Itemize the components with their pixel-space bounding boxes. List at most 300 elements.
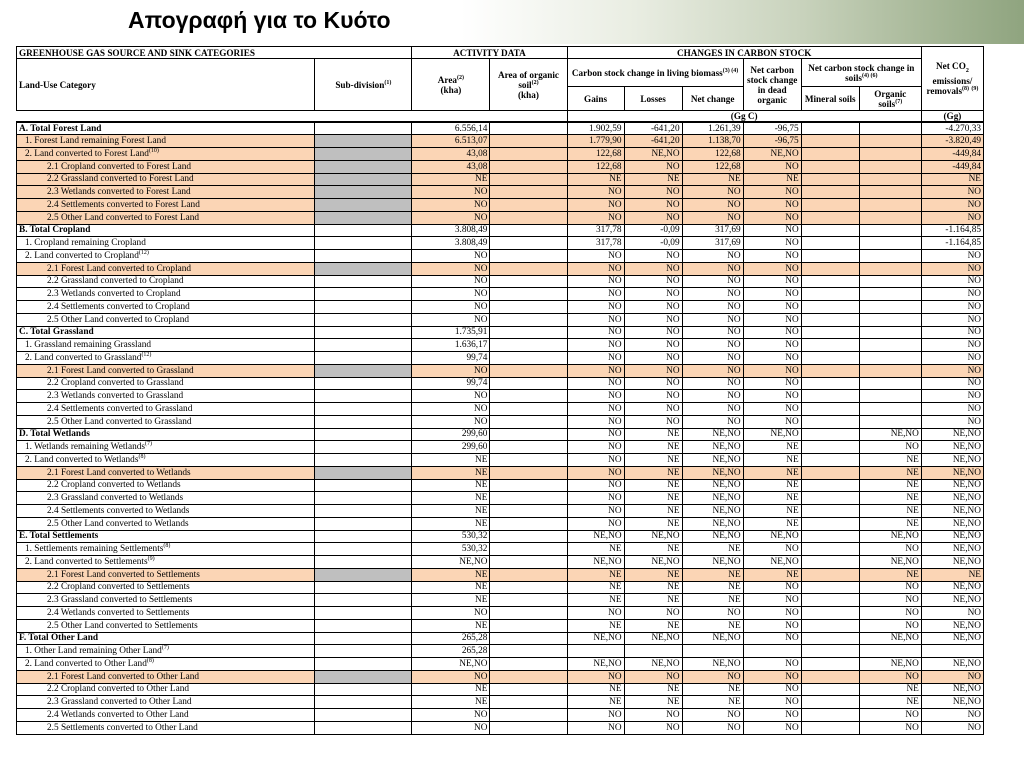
organic-soils-cell: NO bbox=[859, 543, 921, 556]
net-co2-cell: NO bbox=[921, 390, 983, 403]
net-change-cell: NO bbox=[682, 275, 743, 288]
organic-soils-cell bbox=[859, 262, 921, 275]
table-row bbox=[17, 148, 984, 161]
organic-soils-cell: NE bbox=[859, 568, 921, 581]
dead-organic-cell: NO bbox=[743, 594, 801, 607]
gains-cell: NO bbox=[567, 288, 624, 301]
losses-cell: NO bbox=[624, 211, 682, 224]
mineral-soils-cell bbox=[801, 632, 859, 645]
land-use-category-cell: 1. Grassland remaining Grassland bbox=[17, 339, 315, 352]
area-cell: NE bbox=[412, 619, 490, 632]
mineral-soils-cell bbox=[801, 505, 859, 518]
losses-cell: NE bbox=[624, 619, 682, 632]
organic-soil-area-cell bbox=[490, 415, 567, 428]
organic-soils-cell bbox=[859, 352, 921, 365]
area-cell: NO bbox=[412, 262, 490, 275]
organic-soils-cell: NE bbox=[859, 517, 921, 530]
area-cell: 1.735,91 bbox=[412, 326, 490, 339]
dead-organic-cell: NE bbox=[743, 479, 801, 492]
dead-organic-cell: NO bbox=[743, 352, 801, 365]
table-body bbox=[17, 122, 984, 734]
organic-soils-cell: NO bbox=[859, 594, 921, 607]
table-row bbox=[17, 364, 984, 377]
table-row bbox=[17, 199, 984, 212]
area-cell: 99,74 bbox=[412, 352, 490, 365]
sub-division-cell bbox=[315, 148, 412, 161]
net-co2-cell: NO bbox=[921, 709, 983, 722]
losses-cell: NO bbox=[624, 390, 682, 403]
land-use-category-cell: 2.3 Wetlands converted to Grassland bbox=[17, 390, 315, 403]
sub-division-cell bbox=[315, 581, 412, 594]
losses-cell: NO bbox=[624, 415, 682, 428]
gains-cell: NE bbox=[567, 568, 624, 581]
dead-organic-cell: NO bbox=[743, 313, 801, 326]
dead-organic-cell: NO bbox=[743, 403, 801, 416]
mineral-soils-cell bbox=[801, 352, 859, 365]
land-use-category-cell: 2. Land converted to Other Land$^{(8)}$ bbox=[17, 658, 315, 671]
gains-cell: 122,68 bbox=[567, 160, 624, 173]
table-row bbox=[17, 237, 984, 250]
land-use-category-cell: 2.2 Cropland converted to Settlements bbox=[17, 581, 315, 594]
gains-cell: NO bbox=[567, 339, 624, 352]
area-cell: NE bbox=[412, 505, 490, 518]
net-co2-cell: NE,NO bbox=[921, 683, 983, 696]
organic-soil-area-cell bbox=[490, 619, 567, 632]
net-change-cell: NE bbox=[682, 619, 743, 632]
dead-organic-cell: NO bbox=[743, 696, 801, 709]
organic-soil-area-cell bbox=[490, 160, 567, 173]
footnote-marker: (9) bbox=[147, 555, 155, 562]
header-organic-soil: Area of organic soil$^{(2)}$ (kha) bbox=[490, 59, 567, 111]
organic-soil-area-cell bbox=[490, 237, 567, 250]
area-cell: NE bbox=[412, 492, 490, 505]
gains-cell: NO bbox=[567, 428, 624, 441]
table-row bbox=[17, 505, 984, 518]
losses-cell: NO bbox=[624, 262, 682, 275]
net-change-cell bbox=[682, 645, 743, 658]
area-cell: 3.808,49 bbox=[412, 224, 490, 237]
land-use-category-cell: 2. Land converted to Settlements$^{(9)}$ bbox=[17, 556, 315, 569]
gains-cell: NO bbox=[567, 377, 624, 390]
sub-division-cell bbox=[315, 556, 412, 569]
inventory-table bbox=[16, 46, 984, 735]
net-change-cell: 1.138,70 bbox=[682, 135, 743, 148]
land-use-category-cell: 2.5 Other Land converted to Wetlands bbox=[17, 517, 315, 530]
area-cell: NO bbox=[412, 288, 490, 301]
land-use-category-cell: 1. Settlements remaining Settlements$^{(8)}$ bbox=[17, 543, 315, 556]
dead-organic-cell: NO bbox=[743, 390, 801, 403]
net-change-cell: NE bbox=[682, 683, 743, 696]
dead-organic-cell: NO bbox=[743, 224, 801, 237]
organic-soil-area-cell bbox=[490, 250, 567, 263]
losses-cell bbox=[624, 645, 682, 658]
dead-organic-cell: NE bbox=[743, 466, 801, 479]
header-gains: Gains bbox=[567, 87, 624, 111]
organic-soils-cell bbox=[859, 211, 921, 224]
gains-cell: NO bbox=[567, 479, 624, 492]
sub-division-cell bbox=[315, 352, 412, 365]
area-cell: NO bbox=[412, 313, 490, 326]
mineral-soils-cell bbox=[801, 543, 859, 556]
net-co2-cell: NE bbox=[921, 568, 983, 581]
sub-division-cell bbox=[315, 160, 412, 173]
net-change-cell: NO bbox=[682, 199, 743, 212]
organic-soils-cell bbox=[859, 390, 921, 403]
gains-cell: NO bbox=[567, 186, 624, 199]
mineral-soils-cell bbox=[801, 619, 859, 632]
land-use-category-cell: 2. Land converted to Wetlands$^{(8)}$ bbox=[17, 454, 315, 467]
organic-soils-cell bbox=[859, 148, 921, 161]
net-change-cell: NO bbox=[682, 262, 743, 275]
table-row bbox=[17, 275, 984, 288]
mineral-soils-cell bbox=[801, 658, 859, 671]
mineral-soils-cell bbox=[801, 390, 859, 403]
losses-cell: -0,09 bbox=[624, 224, 682, 237]
land-use-category-cell: 2.1 Cropland converted to Forest Land bbox=[17, 160, 315, 173]
dead-organic-cell: NO bbox=[743, 250, 801, 263]
organic-soil-area-cell bbox=[490, 683, 567, 696]
net-change-cell: 317,69 bbox=[682, 237, 743, 250]
land-use-category-cell: B. Total Cropland bbox=[17, 224, 315, 237]
sub-division-cell bbox=[315, 403, 412, 416]
gains-cell: NO bbox=[567, 415, 624, 428]
sub-division-cell bbox=[315, 683, 412, 696]
area-cell: NE bbox=[412, 581, 490, 594]
losses-cell: NO bbox=[624, 403, 682, 416]
losses-cell: NO bbox=[624, 377, 682, 390]
table-row bbox=[17, 645, 984, 658]
organic-soils-cell bbox=[859, 224, 921, 237]
net-change-cell: NE bbox=[682, 581, 743, 594]
header-unit-spacer bbox=[17, 111, 568, 123]
net-co2-cell: NE,NO bbox=[921, 619, 983, 632]
dead-organic-cell: NE bbox=[743, 492, 801, 505]
organic-soil-area-cell bbox=[490, 466, 567, 479]
land-use-category-cell: 1. Wetlands remaining Wetlands$^{(7)}$ bbox=[17, 441, 315, 454]
header-changes: CHANGES IN CARBON STOCK bbox=[567, 47, 921, 59]
land-use-category-cell: 2. Land converted to Forest Land$^{(10)}$ bbox=[17, 148, 315, 161]
net-co2-cell: NO bbox=[921, 721, 983, 734]
table-row bbox=[17, 658, 984, 671]
gains-cell: NO bbox=[567, 390, 624, 403]
area-cell: NO bbox=[412, 186, 490, 199]
organic-soil-area-cell bbox=[490, 403, 567, 416]
dead-organic-cell: NO bbox=[743, 658, 801, 671]
losses-cell: NO bbox=[624, 670, 682, 683]
land-use-category-cell: 2.5 Settlements converted to Other Land bbox=[17, 721, 315, 734]
table-row bbox=[17, 556, 984, 569]
header-net-co2: Net $CO_2$ emissions/ removals$^{(8)}$ $^{(9)}$ bbox=[921, 47, 983, 111]
dead-organic-cell: NE bbox=[743, 517, 801, 530]
table-row bbox=[17, 479, 984, 492]
dead-organic-cell: NO bbox=[743, 581, 801, 594]
table-row bbox=[17, 543, 984, 556]
mineral-soils-cell bbox=[801, 454, 859, 467]
table-row bbox=[17, 352, 984, 365]
losses-cell: NO bbox=[624, 326, 682, 339]
sub-division-cell bbox=[315, 122, 412, 135]
organic-soils-cell bbox=[859, 237, 921, 250]
sub-division-cell bbox=[315, 594, 412, 607]
organic-soil-area-cell bbox=[490, 556, 567, 569]
losses-cell: NE bbox=[624, 441, 682, 454]
mineral-soils-cell bbox=[801, 339, 859, 352]
organic-soil-area-cell bbox=[490, 632, 567, 645]
header-area: Area$^{(2)}$ (kha) bbox=[412, 59, 490, 111]
organic-soil-area-cell bbox=[490, 670, 567, 683]
organic-soils-cell: NO bbox=[859, 619, 921, 632]
losses-cell: NO bbox=[624, 607, 682, 620]
dead-organic-cell: NO bbox=[743, 237, 801, 250]
net-change-cell: NE,NO bbox=[682, 632, 743, 645]
net-co2-cell: NO bbox=[921, 607, 983, 620]
land-use-category-cell: 2.5 Other Land converted to Grassland bbox=[17, 415, 315, 428]
dead-organic-cell: NO bbox=[743, 262, 801, 275]
dead-organic-cell: NO bbox=[743, 301, 801, 314]
organic-soils-cell: NE bbox=[859, 505, 921, 518]
mineral-soils-cell bbox=[801, 556, 859, 569]
organic-soils-cell bbox=[859, 275, 921, 288]
net-change-cell: NO bbox=[682, 352, 743, 365]
dead-organic-cell: NE,NO bbox=[743, 556, 801, 569]
losses-cell: NE bbox=[624, 568, 682, 581]
gains-cell: NO bbox=[567, 262, 624, 275]
organic-soils-cell bbox=[859, 339, 921, 352]
dead-organic-cell: NO bbox=[743, 543, 801, 556]
mineral-soils-cell bbox=[801, 403, 859, 416]
mineral-soils-cell bbox=[801, 275, 859, 288]
mineral-soils-cell bbox=[801, 517, 859, 530]
losses-cell: NE bbox=[624, 428, 682, 441]
net-co2-cell: NE,NO bbox=[921, 632, 983, 645]
table-row bbox=[17, 288, 984, 301]
net-change-cell: NE,NO bbox=[682, 492, 743, 505]
organic-soils-cell: NE bbox=[859, 683, 921, 696]
organic-soil-area-cell bbox=[490, 607, 567, 620]
gains-cell: NO bbox=[567, 670, 624, 683]
dead-organic-cell: NO bbox=[743, 709, 801, 722]
sub-division-cell bbox=[315, 288, 412, 301]
organic-soils-cell: NO bbox=[859, 721, 921, 734]
net-co2-cell: NE,NO bbox=[921, 466, 983, 479]
dead-organic-cell: NO bbox=[743, 683, 801, 696]
net-co2-cell: NO bbox=[921, 352, 983, 365]
area-cell: NO bbox=[412, 721, 490, 734]
dead-organic-cell: -96,75 bbox=[743, 122, 801, 135]
area-cell: 299,60 bbox=[412, 428, 490, 441]
gains-cell: NO bbox=[567, 364, 624, 377]
organic-soils-cell: NE bbox=[859, 492, 921, 505]
sub-division-cell bbox=[315, 517, 412, 530]
dead-organic-cell: NE,NO bbox=[743, 428, 801, 441]
organic-soils-cell: NO bbox=[859, 709, 921, 722]
net-change-cell: NE,NO bbox=[682, 517, 743, 530]
sub-division-cell bbox=[315, 454, 412, 467]
net-co2-cell: NO bbox=[921, 288, 983, 301]
table-row bbox=[17, 670, 984, 683]
table-row bbox=[17, 454, 984, 467]
organic-soil-area-cell bbox=[490, 543, 567, 556]
losses-cell: NO bbox=[624, 186, 682, 199]
organic-soil-area-cell bbox=[490, 122, 567, 135]
gains-cell: NO bbox=[567, 403, 624, 416]
mineral-soils-cell bbox=[801, 211, 859, 224]
mineral-soils-cell bbox=[801, 696, 859, 709]
organic-soils-cell: NE,NO bbox=[859, 428, 921, 441]
net-co2-cell: NE,NO bbox=[921, 658, 983, 671]
area-cell: NO bbox=[412, 301, 490, 314]
land-use-category-cell: 2.3 Grassland converted to Other Land bbox=[17, 696, 315, 709]
net-change-cell: NO bbox=[682, 186, 743, 199]
table-row bbox=[17, 466, 984, 479]
net-change-cell: NE,NO bbox=[682, 441, 743, 454]
losses-cell: NE,NO bbox=[624, 148, 682, 161]
mineral-soils-cell bbox=[801, 607, 859, 620]
mineral-soils-cell bbox=[801, 683, 859, 696]
organic-soil-area-cell bbox=[490, 211, 567, 224]
organic-soil-area-cell bbox=[490, 454, 567, 467]
organic-soils-cell: NE,NO bbox=[859, 530, 921, 543]
mineral-soils-cell bbox=[801, 122, 859, 135]
losses-cell: NO bbox=[624, 352, 682, 365]
area-cell: NO bbox=[412, 670, 490, 683]
sub-division-cell bbox=[315, 428, 412, 441]
organic-soils-cell bbox=[859, 313, 921, 326]
dead-organic-cell: NO bbox=[743, 632, 801, 645]
losses-cell: NE,NO bbox=[624, 556, 682, 569]
losses-cell: NE bbox=[624, 696, 682, 709]
sub-division-cell bbox=[315, 313, 412, 326]
mineral-soils-cell bbox=[801, 199, 859, 212]
mineral-soils-cell bbox=[801, 530, 859, 543]
area-cell: NO bbox=[412, 607, 490, 620]
net-co2-cell: NO bbox=[921, 377, 983, 390]
organic-soils-cell: NO bbox=[859, 441, 921, 454]
sub-division-cell bbox=[315, 505, 412, 518]
footnote-marker: (7) bbox=[145, 441, 153, 448]
land-use-category-cell: 2.1 Forest Land converted to Grassland bbox=[17, 364, 315, 377]
table-row bbox=[17, 581, 984, 594]
mineral-soils-cell bbox=[801, 301, 859, 314]
net-change-cell: NO bbox=[682, 326, 743, 339]
gains-cell: NE,NO bbox=[567, 530, 624, 543]
net-co2-cell: NE,NO bbox=[921, 696, 983, 709]
dead-organic-cell: NO bbox=[743, 670, 801, 683]
net-co2-cell: NE,NO bbox=[921, 505, 983, 518]
land-use-category-cell: 2. Land converted to Grassland$^{(12)}$ bbox=[17, 352, 315, 365]
losses-cell: NE bbox=[624, 517, 682, 530]
mineral-soils-cell bbox=[801, 568, 859, 581]
land-use-category-cell: 2.1 Forest Land converted to Cropland bbox=[17, 262, 315, 275]
dead-organic-cell: NE,NO bbox=[743, 148, 801, 161]
net-co2-cell: NE bbox=[921, 173, 983, 186]
land-use-category-cell: A. Total Forest Land bbox=[17, 122, 315, 135]
organic-soil-area-cell bbox=[490, 492, 567, 505]
net-change-cell: NO bbox=[682, 211, 743, 224]
sub-division-cell bbox=[315, 262, 412, 275]
table-row bbox=[17, 517, 984, 530]
sub-division-cell bbox=[315, 415, 412, 428]
losses-cell: NO bbox=[624, 288, 682, 301]
losses-cell: NE bbox=[624, 173, 682, 186]
mineral-soils-cell bbox=[801, 326, 859, 339]
land-use-category-cell: 2.3 Wetlands converted to Cropland bbox=[17, 288, 315, 301]
area-cell: NO bbox=[412, 364, 490, 377]
mineral-soils-cell bbox=[801, 415, 859, 428]
dead-organic-cell: NE bbox=[743, 505, 801, 518]
sub-division-cell bbox=[315, 390, 412, 403]
mineral-soils-cell bbox=[801, 721, 859, 734]
net-change-cell: NE,NO bbox=[682, 530, 743, 543]
organic-soils-cell bbox=[859, 250, 921, 263]
sub-division-cell bbox=[315, 301, 412, 314]
gains-cell: 317,78 bbox=[567, 224, 624, 237]
sub-division-cell bbox=[315, 492, 412, 505]
organic-soil-area-cell bbox=[490, 517, 567, 530]
organic-soil-area-cell bbox=[490, 428, 567, 441]
organic-soil-area-cell bbox=[490, 645, 567, 658]
sub-division-cell bbox=[315, 135, 412, 148]
organic-soils-cell: NE bbox=[859, 466, 921, 479]
net-change-cell: 122,68 bbox=[682, 160, 743, 173]
net-change-cell: NE,NO bbox=[682, 658, 743, 671]
area-cell: 299,60 bbox=[412, 441, 490, 454]
sub-division-cell bbox=[315, 275, 412, 288]
gains-cell: NE,NO bbox=[567, 632, 624, 645]
land-use-category-cell: 2.1 Forest Land converted to Wetlands bbox=[17, 466, 315, 479]
area-cell: NO bbox=[412, 403, 490, 416]
organic-soil-area-cell bbox=[490, 173, 567, 186]
organic-soil-area-cell bbox=[490, 352, 567, 365]
organic-soils-cell bbox=[859, 186, 921, 199]
organic-soils-cell: NE,NO bbox=[859, 658, 921, 671]
slide-title: Απογραφή για το Κυότο bbox=[128, 7, 391, 33]
table-row bbox=[17, 441, 984, 454]
mineral-soils-cell bbox=[801, 581, 859, 594]
organic-soil-area-cell bbox=[490, 326, 567, 339]
header-land-use: Land-Use Category bbox=[17, 59, 315, 111]
header-organic-soils: Organic soils$^{(7)}$ bbox=[859, 87, 921, 111]
mineral-soils-cell bbox=[801, 173, 859, 186]
table-row bbox=[17, 160, 984, 173]
net-change-cell: NO bbox=[682, 301, 743, 314]
sub-division-cell bbox=[315, 619, 412, 632]
net-change-cell: NE,NO bbox=[682, 454, 743, 467]
land-use-category-cell: 2.4 Settlements converted to Cropland bbox=[17, 301, 315, 314]
mineral-soils-cell bbox=[801, 492, 859, 505]
net-change-cell: NO bbox=[682, 670, 743, 683]
area-cell: 530,32 bbox=[412, 530, 490, 543]
losses-cell: NO bbox=[624, 339, 682, 352]
land-use-category-cell: 2.4 Settlements converted to Wetlands bbox=[17, 505, 315, 518]
organic-soil-area-cell bbox=[490, 199, 567, 212]
gains-cell: NE bbox=[567, 543, 624, 556]
dead-organic-cell: NO bbox=[743, 326, 801, 339]
net-change-cell: NO bbox=[682, 339, 743, 352]
organic-soil-area-cell bbox=[490, 709, 567, 722]
organic-soil-area-cell bbox=[490, 135, 567, 148]
area-cell: NE bbox=[412, 568, 490, 581]
header-living-biomass: Carbon stock change in living biomass$^{(3) (4)}$ bbox=[567, 59, 743, 87]
dead-organic-cell: -96,75 bbox=[743, 135, 801, 148]
dead-organic-cell: NO bbox=[743, 211, 801, 224]
dead-organic-cell: NO bbox=[743, 377, 801, 390]
table-row bbox=[17, 568, 984, 581]
dead-organic-cell: NE bbox=[743, 568, 801, 581]
organic-soil-area-cell bbox=[490, 568, 567, 581]
gains-cell: NO bbox=[567, 211, 624, 224]
losses-cell: NO bbox=[624, 313, 682, 326]
